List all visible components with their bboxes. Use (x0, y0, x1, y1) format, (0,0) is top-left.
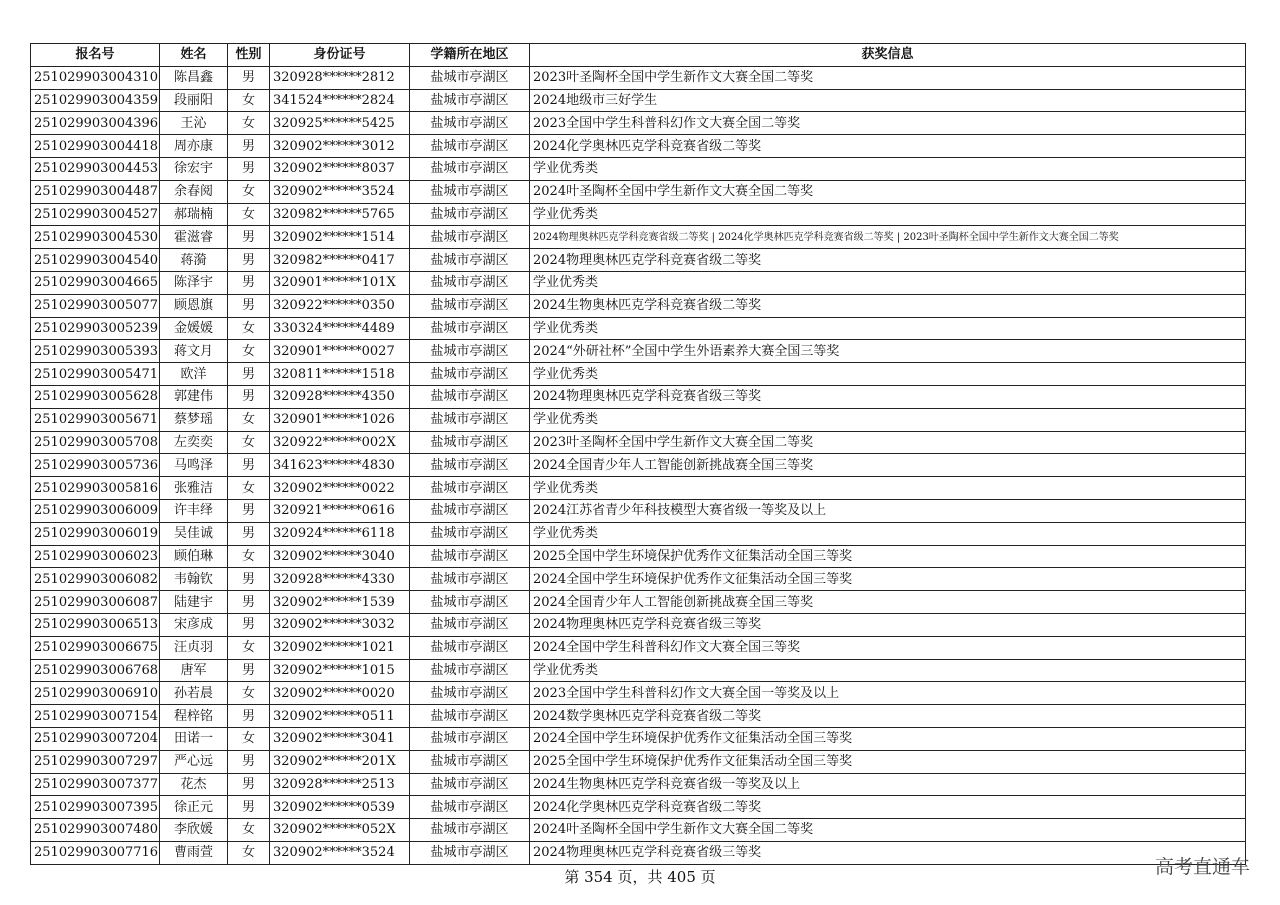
table-cell: 学业优秀类 (530, 363, 1246, 386)
table-cell: 欧洋 (160, 363, 228, 386)
table-cell: 陆建宇 (160, 591, 228, 614)
table-cell: 男 (228, 568, 270, 591)
table-cell: 320982******5765 (270, 203, 410, 226)
table-cell: 251029903007480 (31, 819, 160, 842)
table-cell: 251029903005736 (31, 454, 160, 477)
table-cell: 许丰绎 (160, 499, 228, 522)
table-cell: 女 (228, 180, 270, 203)
table-cell: 320902******1539 (270, 591, 410, 614)
table-cell: 女 (228, 203, 270, 226)
table-row (31, 522, 1246, 545)
table-cell: 男 (228, 135, 270, 158)
table-cell: 320902******0511 (270, 705, 410, 728)
table-cell: 2024地级市三好学生 (530, 89, 1246, 112)
table-cell: 程梓铭 (160, 705, 228, 728)
table-cell: 2024物理奥林匹克学科竞赛省级二等奖 (530, 249, 1246, 272)
table-cell: 男 (228, 613, 270, 636)
table-cell: 男 (228, 522, 270, 545)
table-cell: 320902******052X (270, 819, 410, 842)
table-cell: 男 (228, 705, 270, 728)
table-cell: 周亦康 (160, 135, 228, 158)
table-row (31, 477, 1246, 500)
table-cell: 左奕奕 (160, 431, 228, 454)
table-row (31, 112, 1246, 135)
awards-table (30, 43, 1246, 865)
table-row (31, 705, 1246, 728)
table-cell: 320982******0417 (270, 249, 410, 272)
table-cell: 251029903005239 (31, 317, 160, 340)
col-header: 姓名 (160, 44, 228, 67)
table-cell: 320924******6118 (270, 522, 410, 545)
table-cell: 2024物理奥林匹克学科竞赛省级三等奖 (530, 385, 1246, 408)
table-cell: 盐城市亭湖区 (410, 135, 530, 158)
table-cell: 汪贞羽 (160, 636, 228, 659)
table-cell: 盐城市亭湖区 (410, 545, 530, 568)
table-cell: 251029903007154 (31, 705, 160, 728)
table-cell: 盐城市亭湖区 (410, 727, 530, 750)
table-row (31, 294, 1246, 317)
table-cell: 251029903005077 (31, 294, 160, 317)
table-cell: 盐城市亭湖区 (410, 408, 530, 431)
table-cell: 女 (228, 340, 270, 363)
table-cell: 251029903004540 (31, 249, 160, 272)
table-cell: 251029903005816 (31, 477, 160, 500)
table-cell: 花杰 (160, 773, 228, 796)
table-cell: 320902******1015 (270, 659, 410, 682)
table-cell: 320902******1514 (270, 226, 410, 249)
table-cell: 251029903006675 (31, 636, 160, 659)
table-cell: 男 (228, 385, 270, 408)
table-cell: 320901******101X (270, 271, 410, 294)
table-row (31, 636, 1246, 659)
table-row (31, 454, 1246, 477)
table-cell: 251029903007204 (31, 727, 160, 750)
table-cell: 320902******3032 (270, 613, 410, 636)
table-cell: 251029903004530 (31, 226, 160, 249)
table-cell: 顾伯琳 (160, 545, 228, 568)
table-cell: 盐城市亭湖区 (410, 66, 530, 89)
table-cell: 男 (228, 226, 270, 249)
table-cell: 蒋文月 (160, 340, 228, 363)
table-cell: 盐城市亭湖区 (410, 568, 530, 591)
table-cell: 盐城市亭湖区 (410, 499, 530, 522)
table-cell: 盐城市亭湖区 (410, 271, 530, 294)
table-row (31, 363, 1246, 386)
table-cell: 320901******0027 (270, 340, 410, 363)
table-cell: 251029903004418 (31, 135, 160, 158)
table-cell: 2024全国中学生科普科幻作文大赛全国三等奖 (530, 636, 1246, 659)
table-row (31, 249, 1246, 272)
table-cell: 盐城市亭湖区 (410, 841, 530, 864)
table-cell: 251029903006082 (31, 568, 160, 591)
table-cell: 盐城市亭湖区 (410, 363, 530, 386)
table-cell: 2024化学奥林匹克学科竞赛省级二等奖 (530, 796, 1246, 819)
table-cell: 251029903004487 (31, 180, 160, 203)
table-cell: 251029903004359 (31, 89, 160, 112)
table-cell: 251029903007395 (31, 796, 160, 819)
table-row (31, 203, 1246, 226)
table-cell: 251029903007716 (31, 841, 160, 864)
table-cell: 251029903005708 (31, 431, 160, 454)
table-cell: 盐城市亭湖区 (410, 591, 530, 614)
table-cell: 盐城市亭湖区 (410, 682, 530, 705)
table-cell: 251029903004310 (31, 66, 160, 89)
table-cell: 女 (228, 89, 270, 112)
table-cell: 251029903004396 (31, 112, 160, 135)
table-cell: 251029903005628 (31, 385, 160, 408)
header-row (31, 44, 1246, 67)
table-cell: 320921******0616 (270, 499, 410, 522)
table-cell: 男 (228, 796, 270, 819)
table-cell: 郝瑞楠 (160, 203, 228, 226)
table-cell: 男 (228, 659, 270, 682)
table-cell: 2025全国中学生环境保护优秀作文征集活动全国三等奖 (530, 545, 1246, 568)
table-cell: 徐宏宇 (160, 157, 228, 180)
table-cell: 251029903006513 (31, 613, 160, 636)
table-cell: 320902******8037 (270, 157, 410, 180)
table-cell: 2024数学奥林匹克学科竞赛省级二等奖 (530, 705, 1246, 728)
table-cell: 霍滋睿 (160, 226, 228, 249)
table-row (31, 135, 1246, 158)
table-cell: 学业优秀类 (530, 522, 1246, 545)
table-cell: 盐城市亭湖区 (410, 659, 530, 682)
table-cell: 251029903004527 (31, 203, 160, 226)
table-cell: 陈昌鑫 (160, 66, 228, 89)
table-row (31, 499, 1246, 522)
table-cell: 341524******2824 (270, 89, 410, 112)
table-cell: 盐城市亭湖区 (410, 226, 530, 249)
table-row (31, 659, 1246, 682)
table-cell: 男 (228, 157, 270, 180)
table-cell: 320902******3012 (270, 135, 410, 158)
table-cell: 2023全国中学生科普科幻作文大赛全国一等奖及以上 (530, 682, 1246, 705)
table-cell: 251029903006023 (31, 545, 160, 568)
table-row (31, 773, 1246, 796)
table-cell: 陈泽宇 (160, 271, 228, 294)
table-cell: 251029903005393 (31, 340, 160, 363)
table-cell: 田诺一 (160, 727, 228, 750)
table-cell: 男 (228, 773, 270, 796)
table-cell: 2024物理奥林匹克学科竞赛省级三等奖 (530, 841, 1246, 864)
table-cell: 蒋漪 (160, 249, 228, 272)
table-cell: 320901******1026 (270, 408, 410, 431)
table-cell: 盐城市亭湖区 (410, 773, 530, 796)
table-cell: 女 (228, 682, 270, 705)
table-cell: 严心远 (160, 750, 228, 773)
table-cell: 251029903006009 (31, 499, 160, 522)
table-row (31, 226, 1246, 249)
table-cell: 宋彦成 (160, 613, 228, 636)
table-cell: 320902******1021 (270, 636, 410, 659)
table-cell: 学业优秀类 (530, 157, 1246, 180)
table-cell: 2024全国中学生环境保护优秀作文征集活动全国三等奖 (530, 568, 1246, 591)
table-cell: 盐城市亭湖区 (410, 157, 530, 180)
table-cell: 盐城市亭湖区 (410, 819, 530, 842)
table-row (31, 796, 1246, 819)
table-row (31, 568, 1246, 591)
table-cell: 2024生物奥林匹克学科竞赛省级二等奖 (530, 294, 1246, 317)
table-row (31, 408, 1246, 431)
col-header: 身份证号 (270, 44, 410, 67)
page-footer: 第 354 页，共 405 页 (564, 868, 716, 886)
table-cell: 王沁 (160, 112, 228, 135)
table-cell: 2024江苏省青少年科技模型大赛省级一等奖及以上 (530, 499, 1246, 522)
table-cell: 盐城市亭湖区 (410, 317, 530, 340)
table-cell: 男 (228, 750, 270, 773)
table-cell: 2023全国中学生科普科幻作文大赛全国二等奖 (530, 112, 1246, 135)
table-cell: 251029903006019 (31, 522, 160, 545)
table-cell: 盐城市亭湖区 (410, 249, 530, 272)
table-row (31, 89, 1246, 112)
table-cell: 320902******3524 (270, 841, 410, 864)
table-cell: 盐城市亭湖区 (410, 89, 530, 112)
table-cell: 马鸣泽 (160, 454, 228, 477)
table-cell: 女 (228, 727, 270, 750)
table-cell: 郭建伟 (160, 385, 228, 408)
table-cell: 320928******4350 (270, 385, 410, 408)
table-cell: 2024全国青少年人工智能创新挑战赛全国三等奖 (530, 454, 1246, 477)
table-cell: 2024全国中学生环境保护优秀作文征集活动全国三等奖 (530, 727, 1246, 750)
table-cell: 320902******0022 (270, 477, 410, 500)
table-cell: 男 (228, 271, 270, 294)
table-cell: 盐城市亭湖区 (410, 294, 530, 317)
col-header: 获奖信息 (530, 44, 1246, 67)
table-cell: 251029903006087 (31, 591, 160, 614)
table-cell: 251029903007377 (31, 773, 160, 796)
table-cell: 盐城市亭湖区 (410, 385, 530, 408)
table-cell: 张雅洁 (160, 477, 228, 500)
table-cell: 男 (228, 66, 270, 89)
table-cell: 251029903006910 (31, 682, 160, 705)
table-cell: 学业优秀类 (530, 659, 1246, 682)
table-row (31, 841, 1246, 864)
table-cell: 女 (228, 545, 270, 568)
table-row (31, 340, 1246, 363)
table-cell: 320928******2513 (270, 773, 410, 796)
table-cell: 2024叶圣陶杯全国中学生新作文大赛全国二等奖 (530, 180, 1246, 203)
table-cell: 2024生物奥林匹克学科竞赛省级一等奖及以上 (530, 773, 1246, 796)
table-cell: 男 (228, 591, 270, 614)
table-cell: 女 (228, 819, 270, 842)
table-cell: 韦翰钦 (160, 568, 228, 591)
table-cell: 男 (228, 249, 270, 272)
table-cell: 女 (228, 841, 270, 864)
table-cell: 320925******5425 (270, 112, 410, 135)
table-cell: 男 (228, 454, 270, 477)
table-row (31, 545, 1246, 568)
table-cell: 2025全国中学生环境保护优秀作文征集活动全国三等奖 (530, 750, 1246, 773)
table-row (31, 613, 1246, 636)
table-cell: 251029903005471 (31, 363, 160, 386)
table-cell: 251029903004453 (31, 157, 160, 180)
table-row (31, 271, 1246, 294)
table-cell: 320902******0020 (270, 682, 410, 705)
table-cell: 顾恩旗 (160, 294, 228, 317)
table-cell: 盐城市亭湖区 (410, 340, 530, 363)
table-cell: 蔡梦瑶 (160, 408, 228, 431)
table-cell: 盐城市亭湖区 (410, 613, 530, 636)
table-cell: 女 (228, 112, 270, 135)
table-cell: 吴佳诚 (160, 522, 228, 545)
table-cell: 盐城市亭湖区 (410, 522, 530, 545)
table-cell: 男 (228, 499, 270, 522)
col-header: 性别 (228, 44, 270, 67)
table-cell: 男 (228, 363, 270, 386)
table-cell: 女 (228, 477, 270, 500)
table-cell: 女 (228, 317, 270, 340)
col-header: 报名号 (31, 44, 160, 67)
table-cell: 320922******0350 (270, 294, 410, 317)
table-cell: 余春阅 (160, 180, 228, 203)
table-cell: 唐军 (160, 659, 228, 682)
table-cell: 2024全国青少年人工智能创新挑战赛全国三等奖 (530, 591, 1246, 614)
table-cell: 2024物理奥林匹克学科竞赛省级三等奖 (530, 613, 1246, 636)
table-cell: 女 (228, 408, 270, 431)
table-row (31, 431, 1246, 454)
table-row (31, 750, 1246, 773)
table-cell: 盐城市亭湖区 (410, 454, 530, 477)
table-cell: 320928******2812 (270, 66, 410, 89)
table-cell: 孙若晨 (160, 682, 228, 705)
table-cell: 2023叶圣陶杯全国中学生新作文大赛全国二等奖 (530, 66, 1246, 89)
table-cell: 盐城市亭湖区 (410, 203, 530, 226)
table-cell: 盐城市亭湖区 (410, 180, 530, 203)
table-cell: 320811******1518 (270, 363, 410, 386)
table-cell: 2023叶圣陶杯全国中学生新作文大赛全国二等奖 (530, 431, 1246, 454)
table-cell: 251029903005671 (31, 408, 160, 431)
table-row (31, 180, 1246, 203)
table-cell: 曹雨萱 (160, 841, 228, 864)
table-cell: 盐城市亭湖区 (410, 705, 530, 728)
table-cell: 盐城市亭湖区 (410, 431, 530, 454)
table-cell: 341623******4830 (270, 454, 410, 477)
table-row (31, 157, 1246, 180)
table-cell: 男 (228, 294, 270, 317)
table-cell: 320928******4330 (270, 568, 410, 591)
table-cell: 320902******201X (270, 750, 410, 773)
table-row (31, 385, 1246, 408)
table-cell: 320902******3040 (270, 545, 410, 568)
table-cell: 徐正元 (160, 796, 228, 819)
table-cell: 盐城市亭湖区 (410, 796, 530, 819)
table-cell: 330324******4489 (270, 317, 410, 340)
table-row (31, 727, 1246, 750)
table-cell: 学业优秀类 (530, 271, 1246, 294)
table-cell: 盐城市亭湖区 (410, 477, 530, 500)
table-row (31, 591, 1246, 614)
table-cell: 学业优秀类 (530, 203, 1246, 226)
table-cell: 学业优秀类 (530, 317, 1246, 340)
table-cell: 320902******0539 (270, 796, 410, 819)
table-cell: 学业优秀类 (530, 408, 1246, 431)
watermark: 高考直通车 (1154, 856, 1250, 878)
table-cell: 盐城市亭湖区 (410, 750, 530, 773)
table-row (31, 682, 1246, 705)
table-cell: 320922******002X (270, 431, 410, 454)
table-cell: 2024物理奥林匹克学科竞赛省级二等奖 | 2024化学奥林匹克学科竞赛省级二等奖 | 2023叶圣陶杯全国中学生新作文大赛全国二等奖 (530, 226, 1246, 249)
table-cell: 251029903004665 (31, 271, 160, 294)
table-row (31, 819, 1246, 842)
table-row (31, 317, 1246, 340)
table-cell: 320902******3524 (270, 180, 410, 203)
table-cell: 女 (228, 431, 270, 454)
table-cell: 2024“外研社杯”全国中学生外语素养大赛全国三等奖 (530, 340, 1246, 363)
table-row (31, 66, 1246, 89)
table-cell: 李欣媛 (160, 819, 228, 842)
table-cell: 320902******3041 (270, 727, 410, 750)
table-cell: 金媛媛 (160, 317, 228, 340)
table-cell: 2024化学奥林匹克学科竞赛省级二等奖 (530, 135, 1246, 158)
col-header: 学籍所在地区 (410, 44, 530, 67)
table-cell: 段丽阳 (160, 89, 228, 112)
table-cell: 251029903007297 (31, 750, 160, 773)
table-cell: 盐城市亭湖区 (410, 112, 530, 135)
table-cell: 学业优秀类 (530, 477, 1246, 500)
table-cell: 2024叶圣陶杯全国中学生新作文大赛全国二等奖 (530, 819, 1246, 842)
table-cell: 女 (228, 636, 270, 659)
table-cell: 251029903006768 (31, 659, 160, 682)
table-cell: 盐城市亭湖区 (410, 636, 530, 659)
